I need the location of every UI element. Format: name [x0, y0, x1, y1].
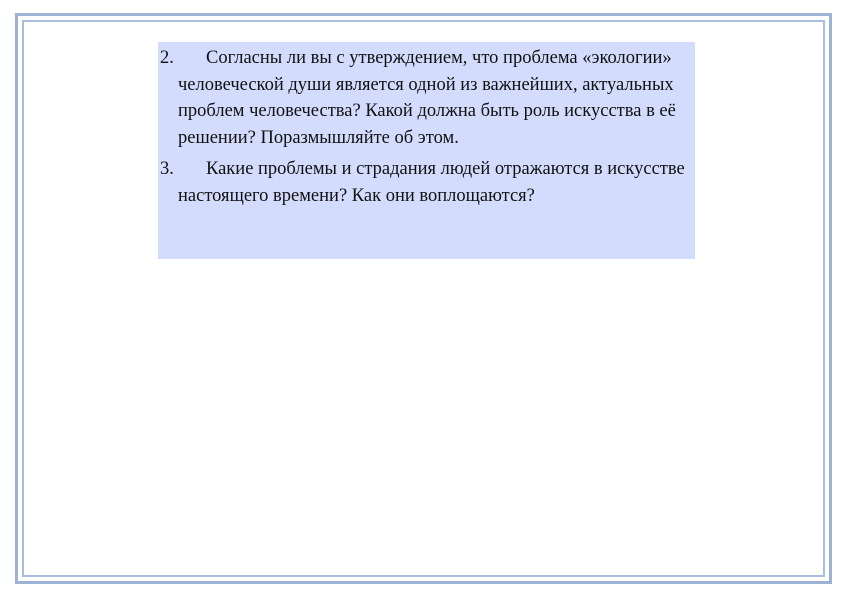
question-text: Какие проблемы и страдания людей отражаются в искусстве настоящего времени? Как они воплощаются?	[178, 159, 685, 206]
question-item	[158, 156, 695, 209]
question-number: 2.	[160, 48, 174, 68]
question-item	[158, 45, 695, 151]
question-number: 3.	[160, 159, 174, 179]
question-text: Согласны ли вы с утверждением, что проблема «экологии» человеческой души является одной из важнейших, актуальных проблем человечества? Какой должна быть роль искусства в её решении? Поразмышляйте об этом.	[178, 48, 676, 148]
questions-text-box	[158, 42, 695, 259]
